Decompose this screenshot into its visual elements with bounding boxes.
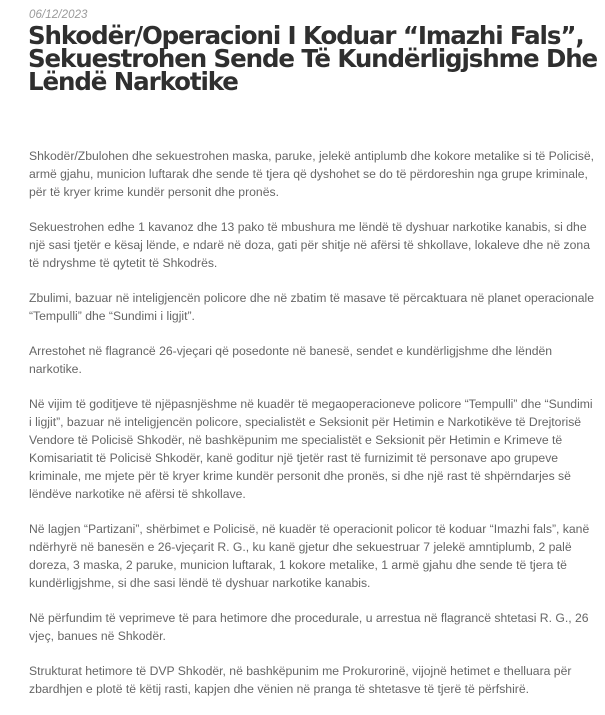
article-paragraph: Në vijim të goditjeve të njëpasnjëshme në kuadër të megaoperacioneve policore “Tempulli” dhe “Sundimi i ligjit”, bazuar në inteligjencën policore, specialistët e Seksionit për Hetimin e Narkotikëve të Drejtorisë Vendore të Policisë Shkodër, në bashkëpunim me specialistët e Seksionit për Hetimin e Krimeve të Komisariatit të Policisë Shkodër, kanë goditur një tjetër rast të furnizimit të personave apo grupeve kriminale, me mjete për të kryer krime kundër personit dhe pronës, si dhe një rast të shpërndarjes së lëndëve narkotike në afërsi të shkollave.	[29, 397, 593, 501]
article-paragraph: Në lagjen “Partizani”, shërbimet e Policisë, në kuadër të operacionit policor të koduar “Imazhi fals”, kanë ndërhyrë në banesën e 26-vjeçarit R. G., ku kanë gjetur dhe sekuestruar 7 jelekë amntiplumb, 2 palë doreza, 3 maska, 2 paruke, municion luftarak, 1 kokore metalike, 1 armë gjahu dhe sende të tjera të kundërligjshme, si dhe sasi lëndë të dyshuar narkotike kanabis.	[29, 522, 590, 590]
article-body	[29, 147, 595, 715]
article-date: 06/12/2023	[29, 9, 88, 21]
article-paragraph: Sekuestrohen edhe 1 kavanoz dhe 13 pako të mbushura me lëndë të dyshuar narkotike kanabis, si dhe një sasi tjetër e kësaj lënde, e ndarë në doza, gati për shitje në afërsi të shkollave, lokaleve dhe në zona të ndryshme të qytetit të Shkodrës.	[29, 220, 590, 270]
article-paragraph: Strukturat hetimore të DVP Shkodër, në bashkëpunim me Prokurorinë, vijojnë hetimet e thelluara për zbardhjen e plotë të këtij rasti, kapjen dhe vënien në pranga të shtetasve të tjerë të përfshirë.	[29, 664, 572, 696]
article-paragraph: Në përfundim të veprimeve të para hetimore dhe procedurale, u arrestua në flagrancë shtetasi R. G., 26 vjeç, banues në Shkodër.	[29, 611, 589, 643]
article-title: Shkodër/Operacioni I Koduar “Imazhi Fals”, Sekuestrohen Sende Të Kundërligjshme Dhe Lëndë Narkotike	[28, 21, 598, 96]
article-paragraph: Shkodër/Zbulohen dhe sekuestrohen maska, paruke, jelekë antiplumb dhe kokore metalike si të Policisë, armë gjahu, municion luftarak dhe sende të tjera që dyshohet se do të përdoreshin nga grupe kriminale, për të kryer krime kundër personit dhe pronës.	[29, 149, 595, 199]
article-paragraph: Zbulimi, bazuar në inteligjencën policore dhe në zbatim të masave të përcaktuara në planet operacionale “Tempulli” dhe “Sundimi i ligjit”.	[29, 291, 595, 323]
article-paragraph: Arrestohet në flagrancë 26-vjeçari që posedonte në banesë, sendet e kundërligjshme dhe lëndën narkotike.	[29, 344, 553, 376]
